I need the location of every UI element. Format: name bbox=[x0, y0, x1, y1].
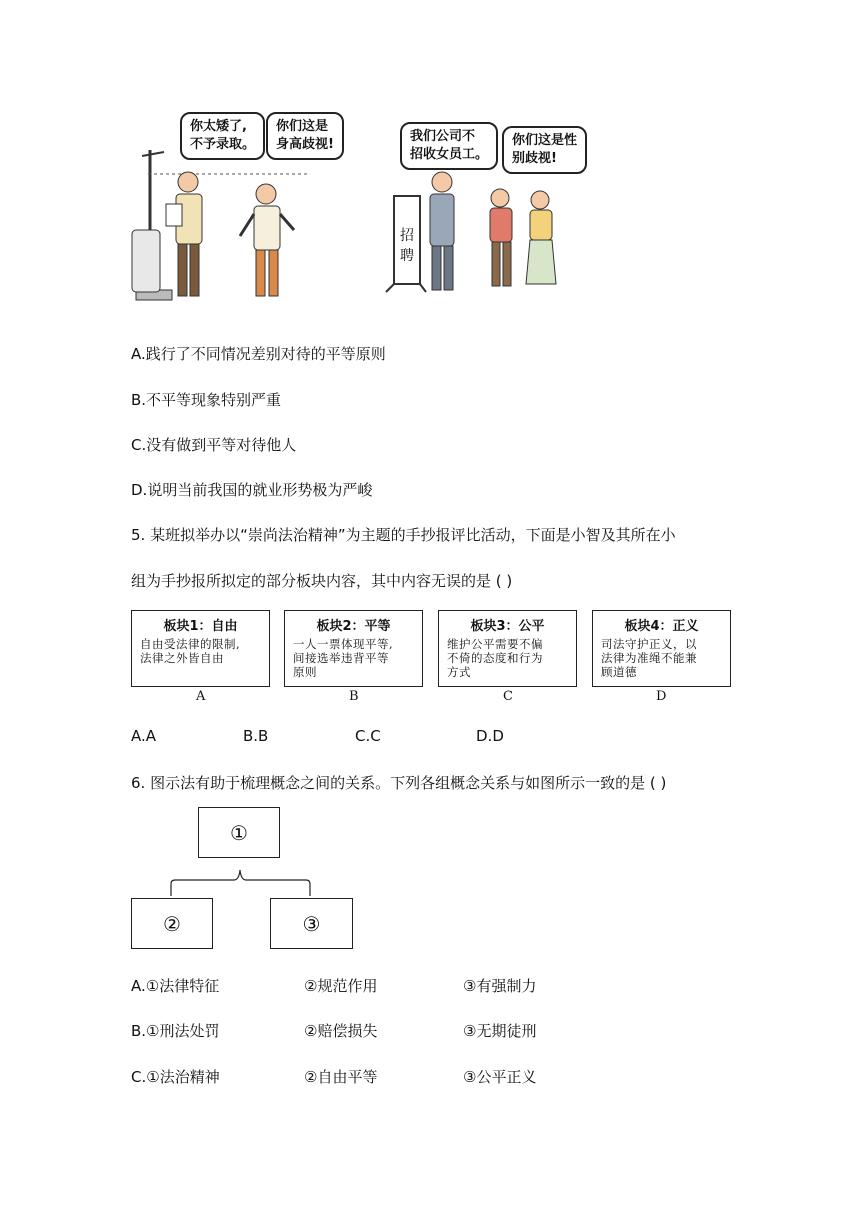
q6-option-b-3: ③无期徒刑 bbox=[463, 1022, 537, 1040]
card-title: 板块4：正义 bbox=[624, 619, 699, 634]
board-card-equality bbox=[284, 610, 423, 687]
speech-bubble-gender-discrimination: 你们这是性 别歧视! bbox=[502, 126, 587, 174]
card-letter-d: D bbox=[656, 689, 667, 704]
card-title: 板块3：公平 bbox=[470, 619, 545, 634]
board-card-freedom bbox=[131, 610, 270, 687]
board-card-fairness bbox=[438, 610, 577, 687]
speech-bubble-no-female: 我们公司不 招收女员工。 bbox=[400, 122, 498, 170]
q5-option-b: B.B bbox=[243, 727, 269, 745]
q6-option-b-2: ②赔偿损失 bbox=[304, 1022, 378, 1040]
card-body: 维护公平需要不偏 不倚的态度和行为 方式 bbox=[447, 637, 543, 679]
q6-option-a-3: ③有强制力 bbox=[463, 977, 537, 995]
q5-option-d: D.D bbox=[476, 727, 504, 745]
q4-option-a: A.践行了不同情况差别对待的平等原则 bbox=[131, 345, 386, 363]
q6-option-c: C.①法治精神 bbox=[131, 1068, 220, 1086]
q4-option-d: D.说明当前我国的就业形势极为严峻 bbox=[131, 481, 373, 499]
q6-option-c-2: ②自由平等 bbox=[304, 1068, 378, 1086]
q4-option-c: C.没有做到平等对待他人 bbox=[131, 436, 297, 454]
q5-option-a: A.A bbox=[131, 727, 157, 745]
card-body: 一人一票体现平等, 间接选举违背平等 原则 bbox=[293, 637, 394, 679]
diagram-brace bbox=[160, 858, 320, 898]
card-body: 司法守护正义，以 法律为准绳不能兼 顾道德 bbox=[601, 637, 697, 679]
card-title: 板块2：平等 bbox=[316, 619, 391, 634]
recruitment-sign: 招 聘 bbox=[400, 228, 414, 264]
diagram-box-right: ③ bbox=[270, 898, 353, 949]
speech-bubble-height-discrimination: 你们这是 身高歧视! bbox=[266, 112, 344, 160]
board-card-justice bbox=[592, 610, 731, 687]
q4-option-b: B.不平等现象特别严重 bbox=[131, 391, 282, 409]
q6-option-a bbox=[131, 975, 219, 996]
cartoon-gender-discrimination bbox=[380, 118, 590, 298]
card-letter-b: B bbox=[349, 689, 359, 704]
cartoon-height-discrimination bbox=[128, 110, 358, 310]
q6-option-a-2: ②规范作用 bbox=[304, 977, 378, 995]
q6-stem: 6. 图示法有助于梳理概念之间的关系。下列各组概念关系与如图所示一致的是 ( ) bbox=[131, 774, 667, 792]
option-part-1: A.①法律特征 bbox=[131, 977, 220, 995]
diagram-box-left: ② bbox=[131, 898, 213, 949]
card-letter-a: A bbox=[196, 689, 206, 704]
q5-stem-line1: 5. 某班拟举办以“崇尚法治精神”为主题的手抄报评比活动，下面是小智及其所在小 bbox=[131, 526, 676, 544]
q5-stem-line2: 组为手抄报所拟定的部分板块内容，其中内容无误的是 ( ) bbox=[131, 572, 513, 590]
q6-option-b: B.①刑法处罚 bbox=[131, 1022, 220, 1040]
diagram-box-top: ① bbox=[198, 807, 280, 858]
speech-bubble-reject: 你太矮了, 不予录取。 bbox=[180, 112, 265, 160]
card-body: 自由受法律的限制, 法律之外皆自由 bbox=[140, 637, 241, 665]
q5-option-c: C.C bbox=[355, 727, 381, 745]
q6-option-c-3: ③公平正义 bbox=[463, 1068, 537, 1086]
card-letter-c: C bbox=[503, 689, 513, 704]
card-title: 板块1：自由 bbox=[163, 619, 238, 634]
